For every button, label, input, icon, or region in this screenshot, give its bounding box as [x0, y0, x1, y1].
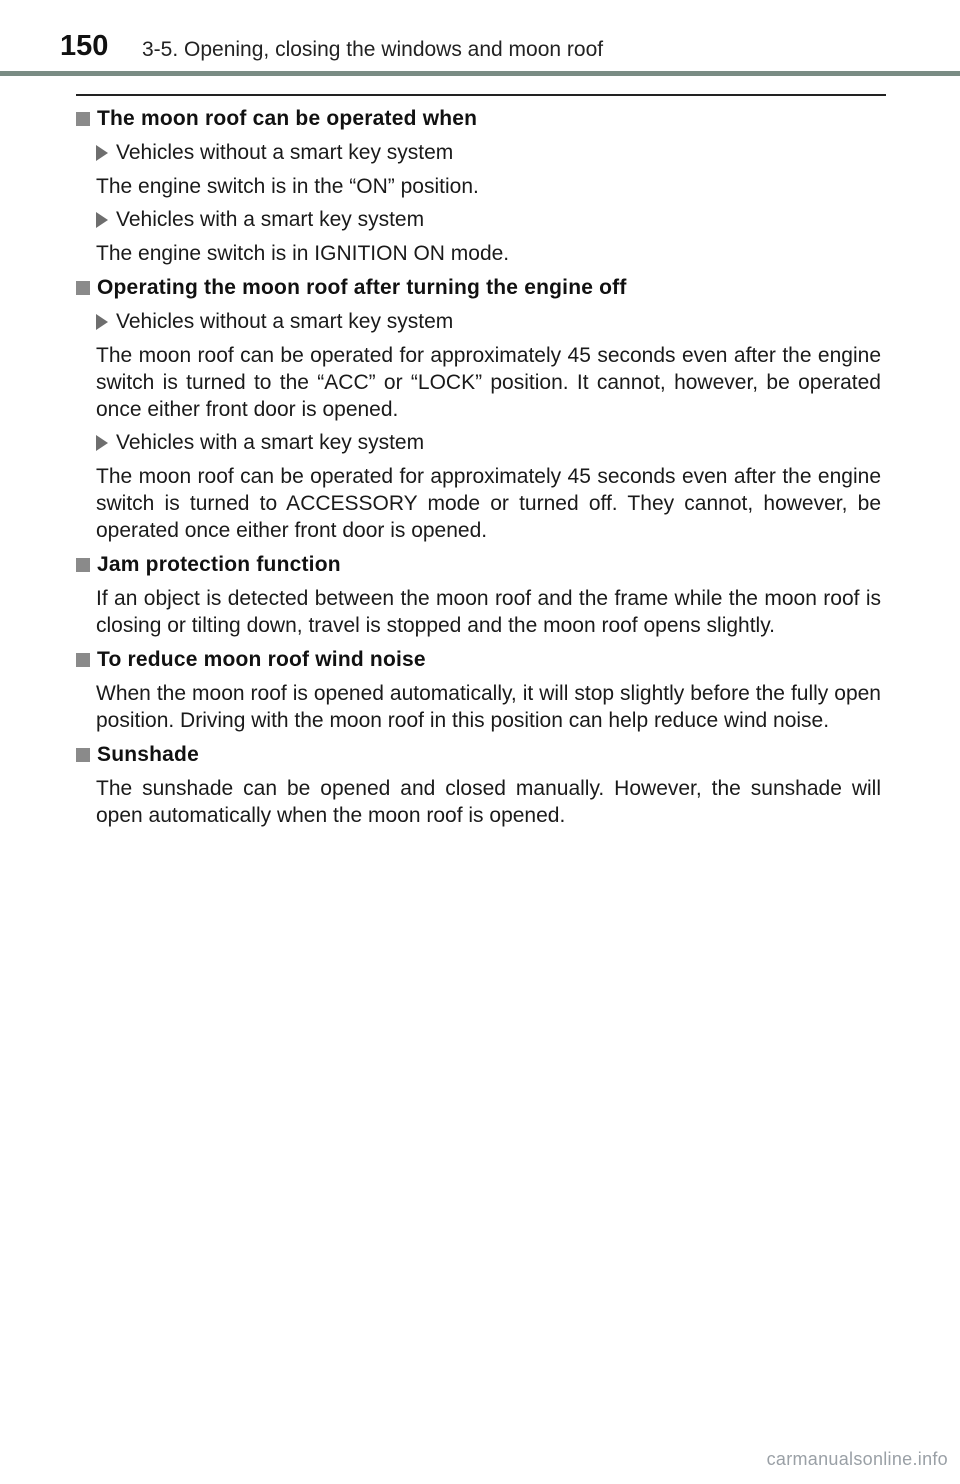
section-heading-operable-when — [76, 105, 881, 133]
sub-heading — [96, 429, 881, 457]
square-bullet-icon — [76, 558, 90, 572]
header-bar — [0, 71, 960, 76]
sub-heading — [96, 308, 881, 336]
heading-text: The moon roof can be operated when — [97, 107, 478, 130]
section-heading-sunshade — [76, 741, 881, 769]
section-title: 3-5. Opening, closing the windows and moon roof — [142, 38, 604, 61]
triangle-bullet-icon — [96, 435, 108, 451]
heading-text: Operating the moon roof after turning the engine off — [97, 276, 627, 299]
page-header — [0, 0, 960, 80]
sub-heading-text: Vehicles without a smart key system — [116, 141, 454, 164]
sub-heading — [96, 139, 881, 167]
triangle-bullet-icon — [96, 212, 108, 228]
square-bullet-icon — [76, 112, 90, 126]
sub-heading-text: Vehicles with a smart key system — [116, 208, 425, 231]
sub-heading-text: Vehicles without a smart key system — [116, 310, 454, 333]
section-heading-jam-protection — [76, 551, 881, 579]
main-content — [76, 105, 881, 829]
paragraph: The engine switch is in the “ON” position. — [96, 175, 479, 198]
paragraph: The engine switch is in IGNITION ON mode. — [96, 242, 510, 265]
triangle-bullet-icon — [96, 314, 108, 330]
triangle-bullet-icon — [96, 145, 108, 161]
section-heading-wind-noise — [76, 646, 881, 674]
paragraph: If an object is detected between the moon roof and the frame while the moon roof is closing or tilting down, travel is stopped and the moon roof opens slightly. — [96, 587, 881, 637]
paragraph: The sunshade can be opened and closed manually. However, the sunshade will open automatically when the moon roof is opened. — [96, 777, 881, 827]
heading-text: Sunshade — [97, 743, 199, 766]
watermark-text: carmanualsonline.info — [766, 1449, 948, 1469]
paragraph: The moon roof can be operated for approximately 45 seconds even after the engine switch is turned to the “ACC” or “LOCK” position. It cannot, however, be operated once either front door is opened. — [96, 344, 881, 421]
square-bullet-icon — [76, 281, 90, 295]
square-bullet-icon — [76, 653, 90, 667]
section-heading-after-engine-off — [76, 274, 881, 302]
sub-heading — [96, 206, 881, 234]
sub-heading-text: Vehicles with a smart key system — [116, 431, 425, 454]
paragraph: When the moon roof is opened automatically, it will stop slightly before the fully open position. Driving with the moon roof in this position can help reduce wind noise. — [96, 682, 881, 732]
heading-text: To reduce moon roof wind noise — [97, 648, 426, 671]
square-bullet-icon — [76, 748, 90, 762]
content-divider — [76, 94, 886, 96]
page-number: 150 — [60, 30, 109, 62]
paragraph: The moon roof can be operated for approximately 45 seconds even after the engine switch is turned to ACCESSORY mode or turned off. They cannot, however, be operated once either front door is opened. — [96, 465, 881, 542]
heading-text: Jam protection function — [97, 553, 341, 576]
